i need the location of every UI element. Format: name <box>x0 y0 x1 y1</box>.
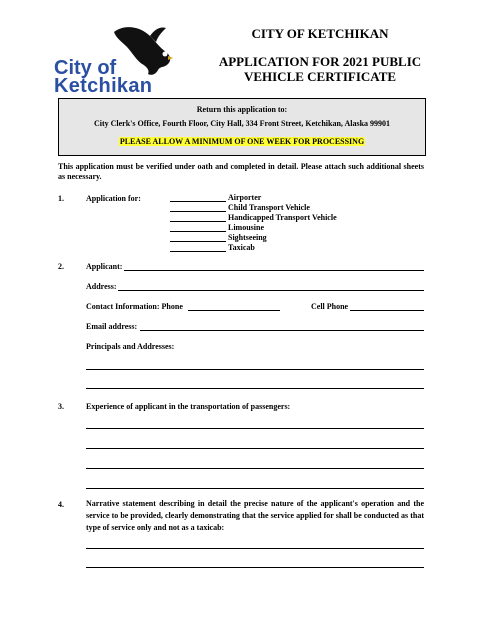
logo-text-city: City of <box>54 57 117 79</box>
city-logo <box>50 22 178 96</box>
title-line-2: VEHICLE CERTIFICATE <box>243 69 397 84</box>
logo-text-ketchikan: Ketchikan <box>54 75 153 97</box>
return-address: City Clerk's Office, Fourth Floor, City Hall, 334 Front Street, Ketchikan, Alaska 99901 <box>93 119 391 128</box>
experience-label: Experience of applicant in the transportation of passengers: <box>86 402 291 411</box>
experience-line-4[interactable] <box>86 488 424 489</box>
cell-phone-field[interactable] <box>350 310 424 311</box>
city-heading: CITY OF KETCHIKAN <box>251 26 389 41</box>
experience-line-3[interactable] <box>86 468 424 469</box>
application-for-label: Application for: <box>86 194 141 203</box>
principals-label: Principals and Addresses: <box>86 342 175 351</box>
applicant-label: Applicant: <box>86 262 123 271</box>
phone-field[interactable] <box>188 310 280 311</box>
cell-phone-label: Cell Phone <box>311 302 349 311</box>
narrative-line-2[interactable] <box>86 567 424 568</box>
option-handicapped-field[interactable] <box>170 221 226 222</box>
principals-line-2[interactable] <box>86 388 424 389</box>
option-airporter-field[interactable] <box>170 201 226 202</box>
option-handicapped: Handicapped Transport Vehicle <box>228 213 337 222</box>
option-child-transport-field[interactable] <box>170 211 226 212</box>
processing-notice: PLEASE ALLOW A MINIMUM OF ONE WEEK FOR PROCESSING <box>119 137 365 146</box>
address-field[interactable] <box>118 290 424 291</box>
email-field[interactable] <box>140 330 424 331</box>
section-2-number: 2. <box>58 262 64 271</box>
option-child-transport: Child Transport Vehicle <box>228 203 310 212</box>
applicant-field[interactable] <box>124 270 424 271</box>
option-taxicab-field[interactable] <box>170 251 226 252</box>
section-1-number: 1. <box>58 194 64 203</box>
section-3-number: 3. <box>58 402 64 411</box>
section-4-number: 4. <box>58 500 64 509</box>
option-limousine-field[interactable] <box>170 231 226 232</box>
experience-line-2[interactable] <box>86 448 424 449</box>
narrative-line-1[interactable] <box>86 548 424 549</box>
return-heading: Return this application to: <box>196 105 288 114</box>
phone-label: Contact Information: Phone <box>86 302 183 311</box>
title-line-1: APPLICATION FOR 2021 PUBLIC <box>218 54 422 69</box>
option-airporter: Airporter <box>228 193 262 202</box>
option-sightseeing: Sightseeing <box>228 233 267 242</box>
intro-text: This application must be verified under oath and completed in detail. Please attach such additional sheets as necessary. <box>58 162 424 181</box>
email-label: Email address: <box>86 322 138 331</box>
return-info-box <box>58 98 426 156</box>
narrative-label: Narrative statement describing in detail the precise nature of the applicant's operation and the service to be provided, clearly demonstrating that the service applied for shall be conducted as that type of service only and not as a taxicab: <box>86 499 424 532</box>
experience-line-1[interactable] <box>86 428 424 429</box>
option-sightseeing-field[interactable] <box>170 241 226 242</box>
address-label: Address: <box>86 282 117 291</box>
option-limousine: Limousine <box>228 223 265 232</box>
principals-line-1[interactable] <box>86 369 424 370</box>
option-taxicab: Taxicab <box>228 243 255 252</box>
eagle-icon <box>110 22 174 78</box>
